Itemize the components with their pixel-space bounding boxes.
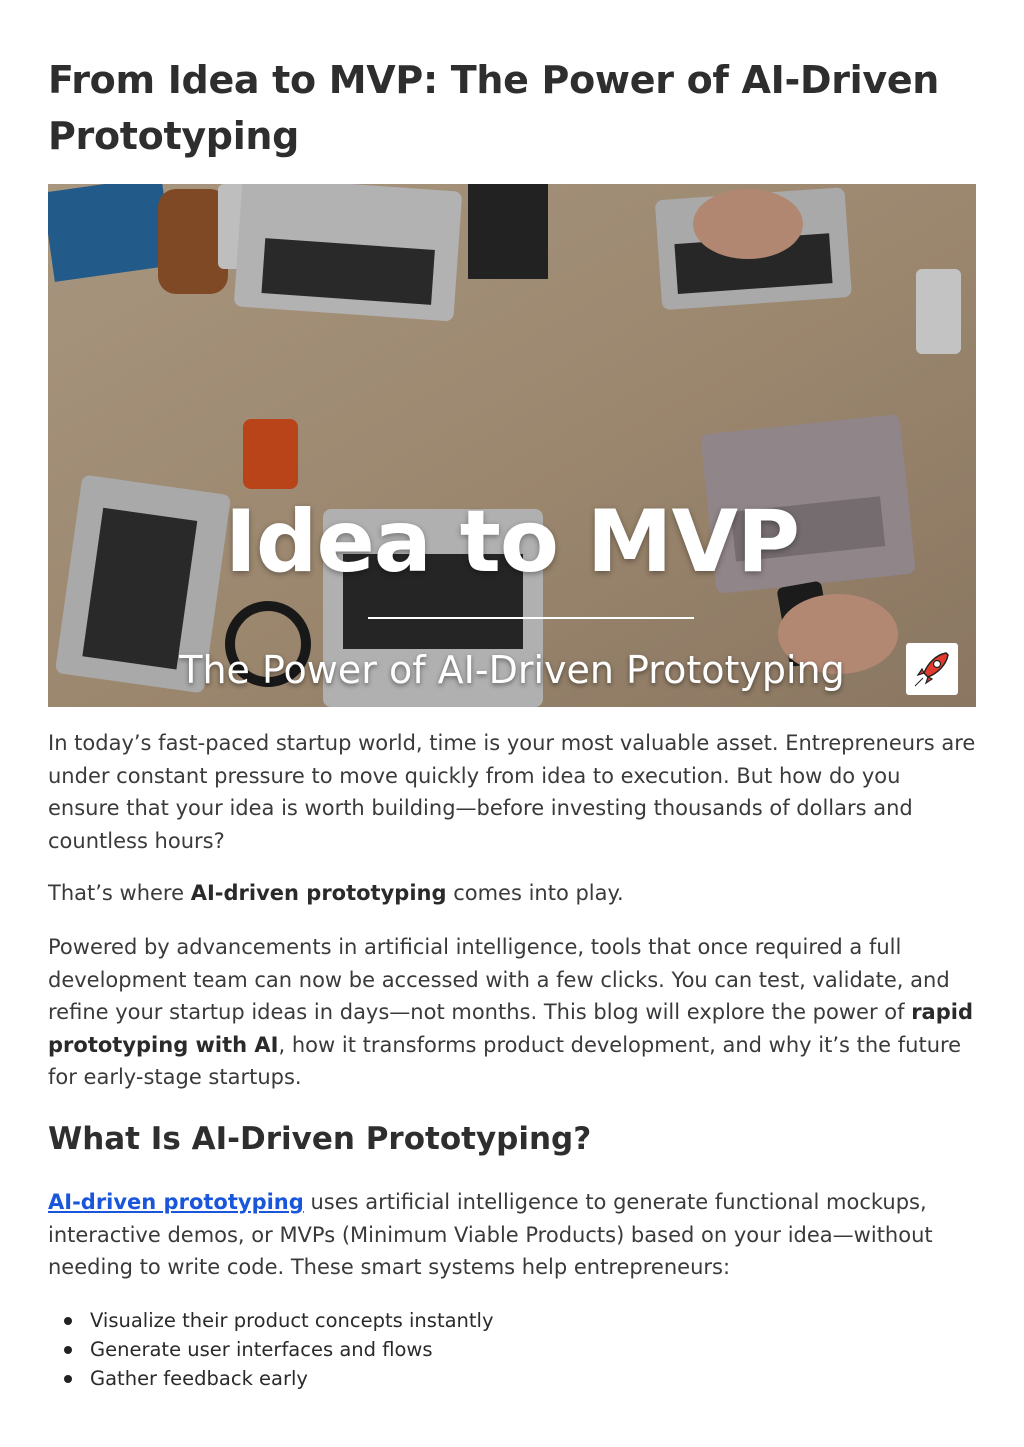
hero-subtitle: The Power of AI-Driven Prototyping: [179, 648, 845, 692]
list-item: Gather feedback early: [64, 1364, 964, 1393]
play-paragraph: That’s where AI-driven prototyping comes into play.: [48, 881, 624, 905]
intro-paragraph: In today’s fast-paced startup world, time is your most valuable asset. Entrepreneurs are under constant pressure to move quickly from idea to execution. But how do you ensure that your idea is worth building—before investing thousands of dollars and countless hours?: [48, 731, 976, 853]
section-heading: What Is AI-Driven Prototyping?: [48, 1121, 592, 1157]
list-item: Visualize their product concepts instantly: [64, 1306, 964, 1335]
benefits-list: [64, 1306, 964, 1393]
ai-prototyping-link[interactable]: AI-driven prototyping: [48, 1190, 304, 1214]
article-title: From Idea to MVP: The Power of AI-Driven Prototyping: [48, 58, 940, 158]
definition-paragraph: AI-driven prototyping uses artificial intelligence to generate functional mockups, interactive demos, or MVPs (Minimum Viable Products) based on your idea—without needing to write code. These smart systems help entrepreneurs:: [48, 1190, 933, 1279]
bold-term: rapid prototyping with AI: [48, 1000, 973, 1057]
advancements-paragraph: Powered by advancements in artificial intelligence, tools that once required a full development team can now be accessed with a few clicks. You can test, validate, and refine your startup ideas in days—not months. This blog will explore the power of rapid prototyping with AI, how it transforms product development, and why it’s the future for early-stage startups.: [48, 935, 973, 1089]
list-item: Generate user interfaces and flows: [64, 1335, 964, 1364]
hero-title: Idea to MVP: [224, 492, 800, 592]
bold-term: AI-driven prototyping: [190, 881, 447, 905]
rocket-icon: [906, 643, 958, 695]
hero-image: [48, 184, 976, 707]
hero-divider: [368, 617, 694, 619]
hero-photo-illustration: [48, 184, 976, 707]
